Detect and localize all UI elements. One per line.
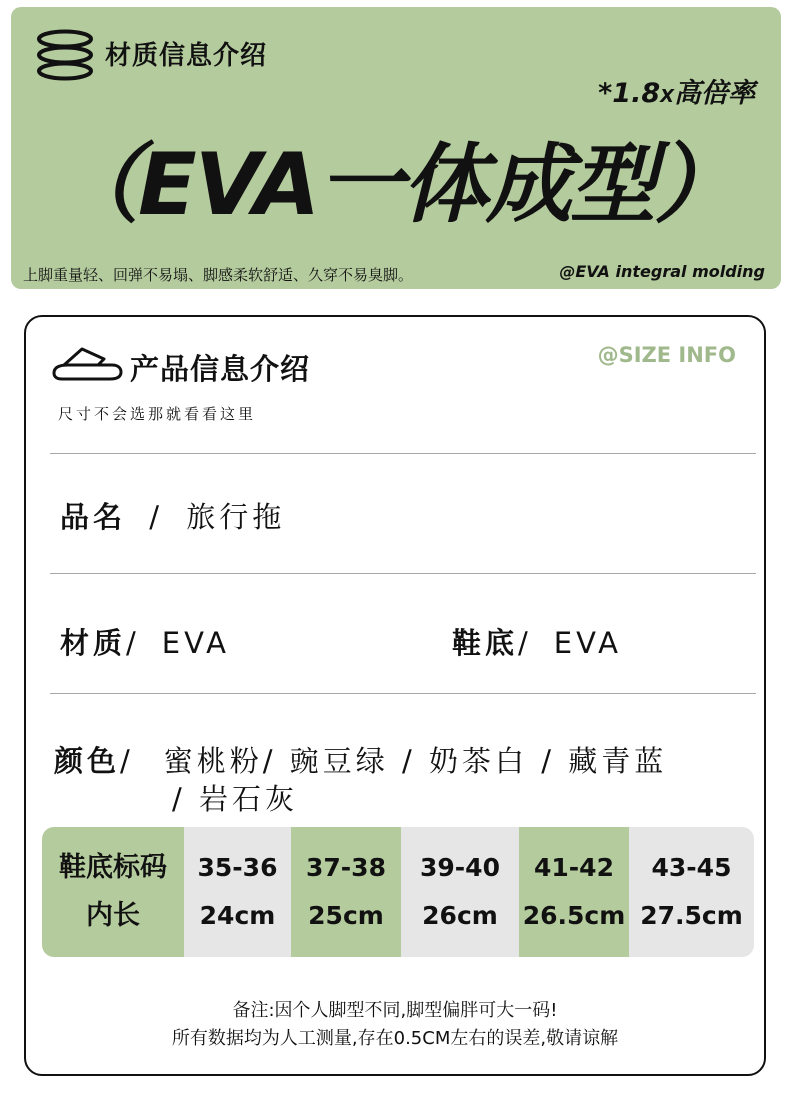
banner-english-caption: @EVA integral molding	[559, 262, 765, 281]
divider	[50, 573, 756, 574]
rate-x: X	[660, 86, 674, 107]
colors-line-2: / 岩石灰	[172, 782, 298, 816]
color-key: 颜色	[54, 744, 121, 778]
size-table	[42, 827, 754, 957]
sole-value: EVA	[553, 626, 622, 660]
size-column	[519, 827, 629, 957]
length-value: 27.5cm	[640, 901, 743, 930]
card-title: 产品信息介绍	[130, 352, 311, 386]
product-name-key: 品名	[60, 500, 127, 534]
size-value: 37-38	[306, 853, 386, 882]
sole-key: 鞋底	[452, 626, 519, 660]
colors-line-1: 蜜桃粉/ 豌豆绿 / 奶茶白 / 藏青蓝	[163, 744, 668, 778]
size-table-header	[42, 827, 184, 957]
size-info-label: @SIZE INFO	[597, 343, 736, 367]
size-column	[291, 827, 401, 957]
divider	[50, 453, 756, 454]
stack-icon	[35, 29, 95, 81]
size-column	[401, 827, 519, 957]
product-name-value: 旅行拖	[186, 500, 286, 534]
material-row	[60, 621, 230, 662]
color-row-continued	[172, 777, 298, 818]
size-column	[629, 827, 754, 957]
size-value: 43-45	[651, 853, 732, 882]
size-value: 35-36	[197, 853, 278, 882]
note-line-2: 所有数据均为人工测量,存在0.5CM左右的误差,敬请谅解	[171, 1028, 619, 1049]
length-value: 25cm	[308, 901, 384, 930]
note-line-1: 备注:因个人脚型不同,脚型偏胖可大一码!	[232, 1000, 558, 1021]
separator: /	[518, 626, 532, 660]
size-header-label: 鞋底标码	[59, 852, 167, 883]
separator: /	[120, 744, 134, 778]
length-value: 26cm	[422, 901, 498, 930]
length-value: 24cm	[199, 901, 276, 930]
sole-row	[452, 621, 622, 662]
rate-suffix: 高倍率	[674, 78, 755, 109]
product-info-card	[24, 315, 766, 1076]
card-subtitle: 尺寸不会选那就看看这里	[58, 405, 257, 423]
banner-description: 上脚重量轻、回弹不易塌、脚感柔软舒适、久穿不易臭脚。	[23, 266, 414, 284]
rate-main: *1.8	[598, 78, 661, 109]
material-banner	[11, 7, 781, 289]
size-value: 39-40	[420, 853, 500, 882]
big-title: （EVA一体成型）	[53, 135, 739, 235]
color-row	[54, 739, 667, 780]
product-name-row	[60, 495, 285, 536]
size-column	[184, 827, 291, 957]
length-value: 26.5cm	[522, 901, 626, 930]
rate-label	[598, 71, 755, 110]
separator: /	[149, 500, 164, 534]
banner-title: 材质信息介绍	[105, 41, 268, 71]
material-value: EVA	[161, 626, 230, 660]
separator: /	[126, 626, 140, 660]
length-header-label: 内长	[86, 900, 140, 931]
divider	[50, 693, 756, 694]
material-key: 材质	[60, 626, 127, 660]
slipper-icon	[50, 345, 124, 383]
size-value: 41-42	[534, 853, 614, 882]
